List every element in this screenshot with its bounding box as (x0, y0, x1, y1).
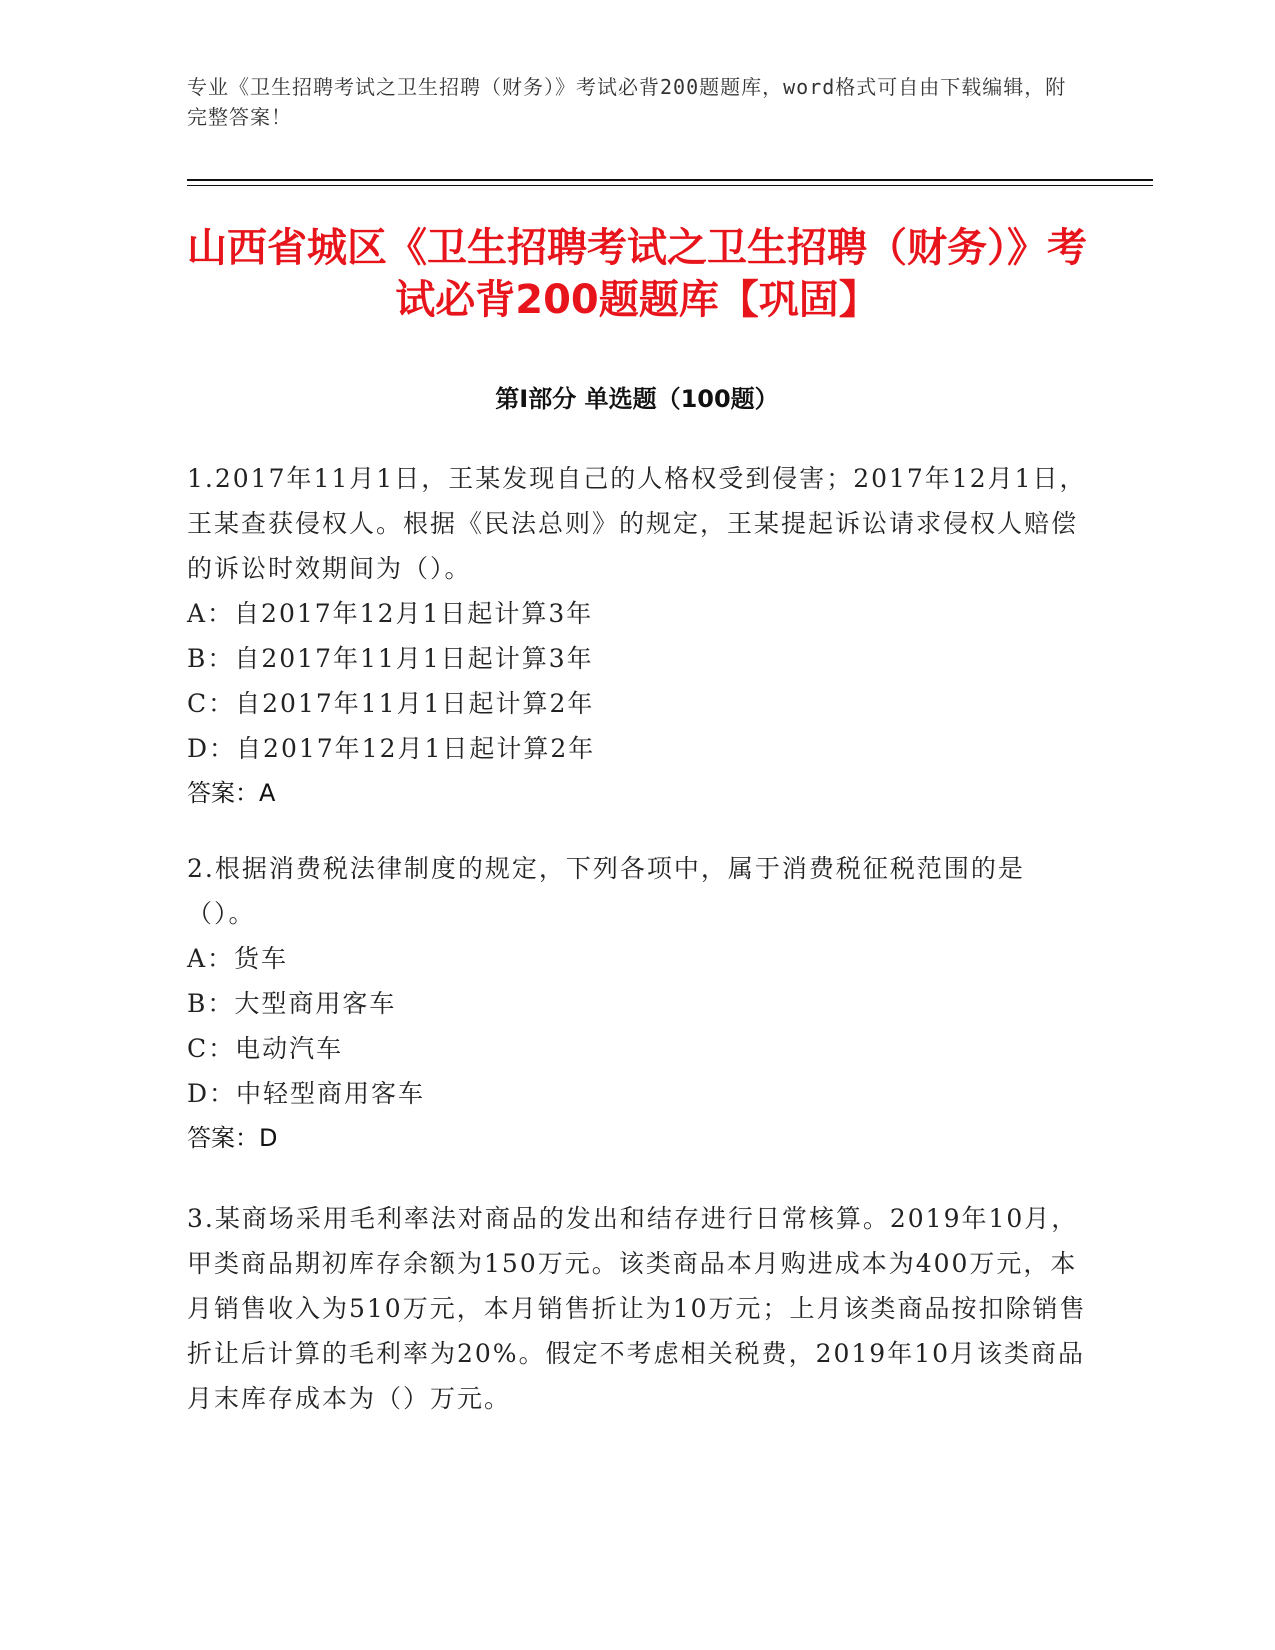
option-a: A：货车 (187, 944, 289, 973)
question-3 (187, 1196, 1087, 1421)
option-c: C：自2017年11月1日起计算2年 (187, 689, 595, 718)
header-note: 专业《卫生招聘考试之卫生招聘（财务）》考试必背200题题库，word格式可自由下载编辑，附完整答案！ (187, 75, 1067, 129)
question-1 (187, 456, 1087, 816)
answer: 答案：D (187, 1124, 278, 1152)
option-d: D：中轻型商用客车 (187, 1079, 426, 1108)
question-text: 3.某商场采用毛利率法对商品的发出和结存进行日常核算。2019年10月，甲类商品期初库存余额为150万元。该类商品本月购进成本为400万元，本月销售收入为510万元，本月销售折让为10万元；上月该类商品按扣除销售折让后计算的毛利率为20%。假定不考虑相关税费，2019年10月该类商品月末库存成本为（）万元。 (187, 1204, 1087, 1413)
question-2 (187, 846, 1087, 1161)
header-divider-thin (187, 185, 1153, 186)
option-b: B：自2017年11月1日起计算3年 (187, 644, 594, 673)
option-d: D：自2017年12月1日起计算2年 (187, 734, 596, 763)
question-text: 2.根据消费税法律制度的规定，下列各项中，属于消费税征税范围的是（）。 (187, 854, 1025, 928)
option-c: C：电动汽车 (187, 1034, 344, 1063)
section-title: 第Ⅰ部分 单选题（100题） (495, 385, 779, 413)
option-b: B：大型商用客车 (187, 989, 397, 1018)
page-title: 山西省城区《卫生招聘考试之卫生招聘（财务）》考试必背200题题库【巩固】 (187, 225, 1087, 323)
answer: 答案：A (187, 779, 276, 807)
header-divider-thick (187, 179, 1153, 181)
option-a: A：自2017年12月1日起计算3年 (187, 599, 594, 628)
question-text: 1.2017年11月1日，王某发现自己的人格权受到侵害；2017年12月1日，王某查获侵权人。根据《民法总则》的规定，王某提起诉讼请求侵权人赔偿的诉讼时效期间为（）。 (187, 464, 1087, 583)
